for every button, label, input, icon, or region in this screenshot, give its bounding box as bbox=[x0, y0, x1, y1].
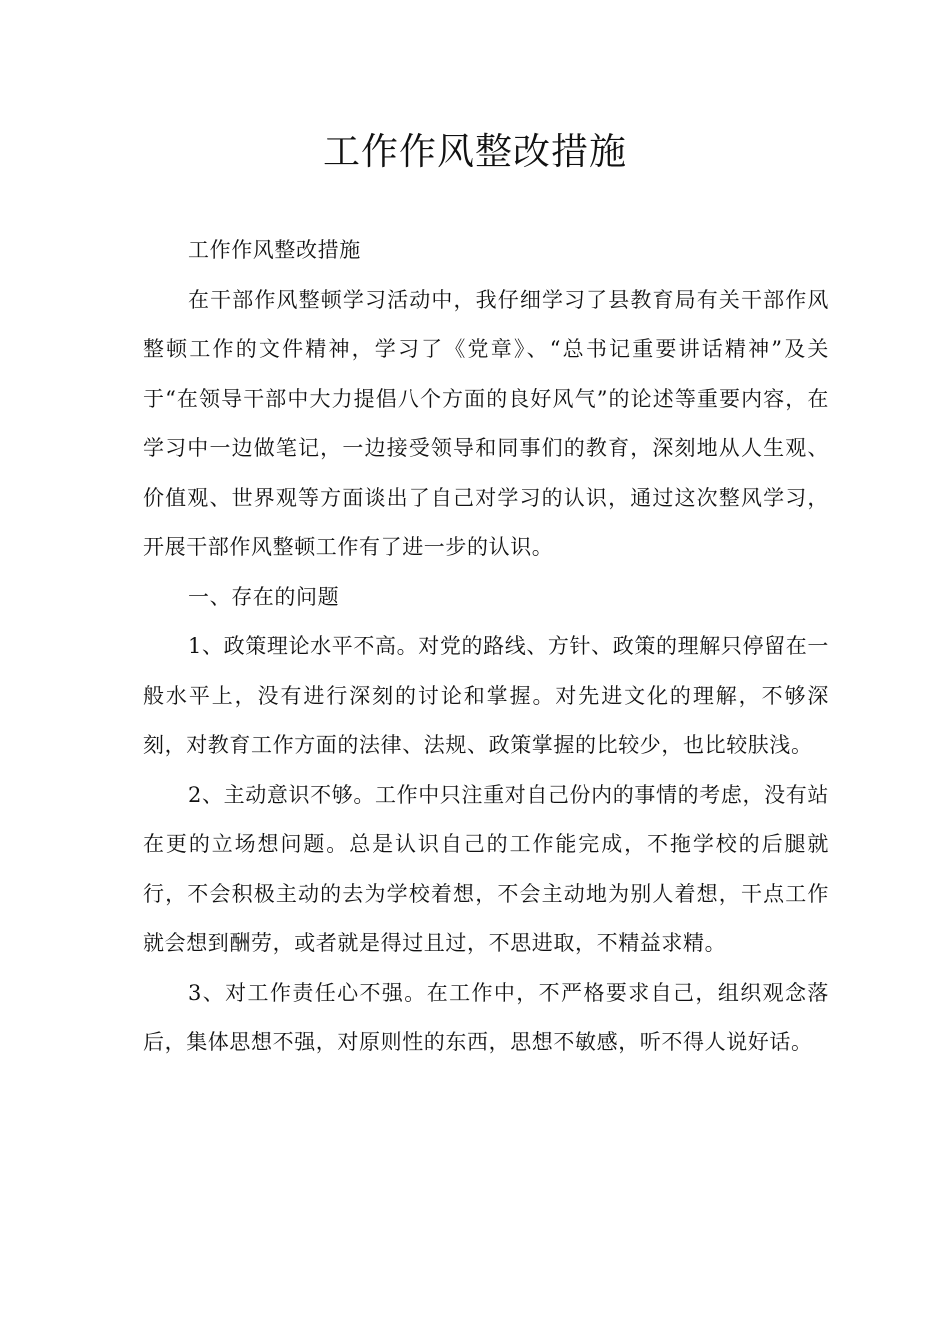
paragraph-item-2: 2、主动意识不够。工作中只注重对自己份内的事情的考虑，没有站在更的立场想问题。总是认识自己的工作能完成，不拖学校的后腿就行，不会积极主动的去为学校着想，不会主动地为别人着想，干点工作就会想到酬劳，或者就是得过且过，不思进取，不精益求精。 bbox=[143, 782, 829, 955]
document-subtitle: 工作作风整改措施 bbox=[188, 238, 361, 262]
section-heading-problems: 一、存在的问题 bbox=[188, 584, 340, 609]
document-title: 工作作风整改措施 bbox=[323, 130, 627, 173]
paragraph-intro: 在干部作风整顿学习活动中，我仔细学习了县教育局有关干部作风整顿工作的文件精神，学习了《党章》、“总书记重要讲话精神”及关于“在领导干部中大力提倡八个方面的良好风气”的论述等重要内容，在学习中一边做笔记，一边接受领导和同事们的教育，深刻地从人生观、价值观、世界观等方面谈出了自己对学习的认识，通过这次整风学习，开展干部作风整顿工作有了进一步的认识。 bbox=[143, 287, 829, 559]
paragraph-item-3: 3、对工作责任心不强。在工作中，不严格要求自己，组织观念落后，集体思想不强，对原则性的东西，思想不敏感，听不得人说好话。 bbox=[143, 980, 829, 1054]
paragraph-item-1: 1、政策理论水平不高。对党的路线、方针、政策的理解只停留在一般水平上，没有进行深刻的讨论和掌握。对先进文化的理解，不够深刻，对教育工作方面的法律、法规、政策掌握的比较少，也比较肤浅。 bbox=[143, 634, 829, 757]
document-body bbox=[143, 226, 829, 1068]
